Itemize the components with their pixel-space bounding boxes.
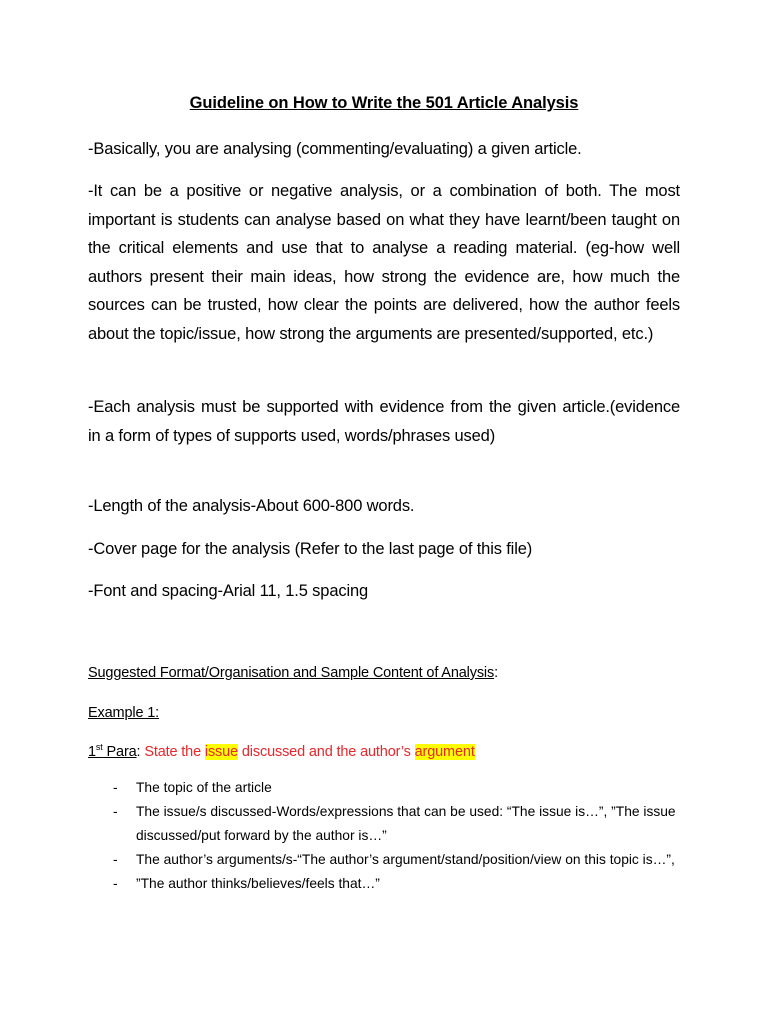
para-ordinal-number: 1	[88, 744, 96, 760]
list-item	[88, 800, 680, 848]
para-ordinal	[88, 744, 137, 760]
bullet-dash: -	[113, 804, 118, 819]
paragraph-length: -Length of the analysis-About 600-800 words.	[88, 497, 415, 515]
list-item-text: The topic of the article	[136, 780, 272, 795]
document-page	[88, 0, 680, 1024]
para-instruction-part1: State the	[144, 744, 205, 760]
format-heading-colon: :	[494, 665, 498, 681]
para-colon: :	[136, 744, 145, 760]
para-ordinal-suffix: st	[95, 742, 103, 753]
format-heading-text: Suggested Format/Organisation and Sample Content of Analysis	[88, 665, 495, 681]
format-heading	[88, 660, 680, 686]
paragraph-analysing: -Basically, you are analysing (commenting/evaluating) a given article.	[88, 140, 582, 158]
bullet-dash: -	[113, 876, 118, 891]
example-heading-text: Example 1:	[88, 705, 160, 721]
paragraph-positive-negative: -It can be a positive or negative analysis, or a combination of both. The most important is students can analyse based on what they have learnt/been taught on the critical elements and use that to analyse a reading material. (eg-how well authors present their main ideas, how strong the evidence are, how much the sources can be trusted, how clear the points are delivered, how the author feels about the topic/issue, how strong the arguments are presented/supported, etc.)	[88, 182, 680, 343]
paragraph-cover-page: -Cover page for the analysis (Refer to the last page of this file)	[88, 540, 533, 558]
bullet-dash: -	[113, 852, 118, 867]
paragraph-evidence: -Each analysis must be supported with evidence from the given article.(evidence in a form of types of supports used, words/phrases used)	[88, 398, 680, 445]
paragraph-font-spacing: -Font and spacing-Arial 11, 1.5 spacing	[88, 582, 369, 600]
list-item-text: The author’s arguments/s-“The author’s argument/stand/position/view on this topic is…”,	[136, 852, 675, 867]
content-bullet-list	[88, 776, 680, 896]
first-para-heading	[88, 739, 680, 765]
para-issue-highlight: issue	[204, 744, 238, 760]
para-argument-highlight: argument	[414, 744, 475, 760]
list-item	[88, 776, 680, 800]
list-item	[88, 872, 680, 896]
para-instruction-part2: discussed and the author’s	[238, 744, 415, 760]
list-item-text: The issue/s discussed-Words/expressions that can be used: “The issue is…”, ”The issue discussed/put forward by the author is…”	[136, 804, 676, 843]
example-heading	[88, 700, 680, 726]
bullet-dash: -	[113, 780, 118, 795]
list-item	[88, 848, 680, 872]
para-label: Para	[102, 744, 137, 760]
page-title: Guideline on How to Write the 501 Article Analysis	[189, 94, 579, 112]
list-item-text: ”The author thinks/believes/feels that…”	[136, 876, 380, 891]
